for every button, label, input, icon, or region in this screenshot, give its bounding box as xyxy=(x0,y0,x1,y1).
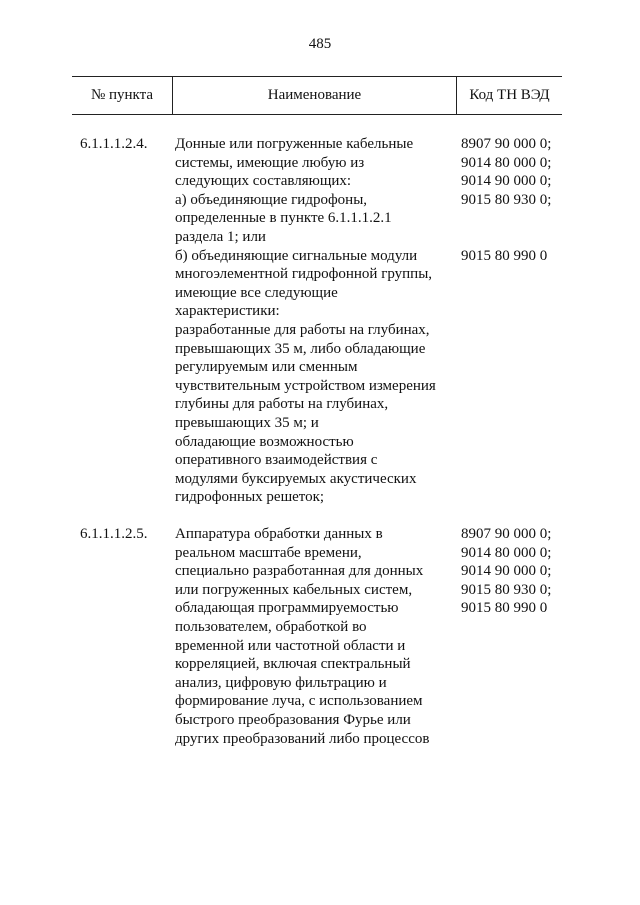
tnved-code: 8907 90 000 0; xyxy=(461,136,552,152)
tnved-code: 8907 90 000 0; xyxy=(461,526,552,542)
column-header-name: Наименование xyxy=(172,77,457,114)
description-line: анализ, цифровую фильтрацию и xyxy=(175,674,387,691)
tnved-code: 9015 80 930 0; xyxy=(461,191,552,208)
description-line: б) объединяющие сигнальные модули xyxy=(175,247,418,264)
tnved-code: 9015 80 990 0 xyxy=(461,247,548,264)
codes-group-a xyxy=(461,135,571,209)
description-line: регулируемым или сменным xyxy=(175,359,358,376)
description-line: обладающие возможностью xyxy=(175,433,354,450)
entry-description xyxy=(175,135,455,507)
entry-description xyxy=(175,525,455,748)
column-header-number: № пункта xyxy=(90,87,154,103)
description-line: гидрофонных решеток; xyxy=(175,489,325,506)
description-line: имеющие все следующие xyxy=(175,284,338,301)
description-line: Аппаратура обработки данных в xyxy=(175,526,383,542)
description-line: раздела 1; или xyxy=(175,228,266,245)
description-line: пользователем, обработкой во xyxy=(175,618,367,635)
codes-group xyxy=(461,525,571,618)
description-line: определенные в пункте 6.1.1.1.2.1 xyxy=(175,210,392,227)
tnved-code: 9015 80 990 0 xyxy=(461,600,548,617)
entry-number: 6.1.1.1.2.5. xyxy=(80,526,148,542)
description-line: Донные или погруженные кабельные xyxy=(175,136,414,152)
description-line: превышающих 35 м, либо обладающие xyxy=(175,340,426,357)
description-line: других преобразований либо процессов xyxy=(175,730,430,747)
description-line: превышающих 35 м; и xyxy=(175,414,319,431)
description-line: корреляцией, включая спектральный xyxy=(175,656,411,673)
description-line: следующих составляющих: xyxy=(175,173,352,190)
column-header-code: Код ТН ВЭД xyxy=(469,87,550,103)
description-line: быстрого преобразования Фурье или xyxy=(175,711,411,728)
tnved-code: 9015 80 930 0; xyxy=(461,581,552,598)
entry-number: 6.1.1.1.2.4. xyxy=(80,136,148,152)
description-line: оперативного взаимодействия с xyxy=(175,452,378,469)
description-line: временной или частотной области и xyxy=(175,637,406,654)
page-number: 485 xyxy=(308,36,332,52)
description-line: чувствительным устройством измерения xyxy=(175,377,436,394)
tnved-code: 9014 90 000 0; xyxy=(461,173,552,190)
description-line: глубины для работы на глубинах, xyxy=(175,396,389,413)
description-line: специально разработанная для донных xyxy=(175,563,424,580)
description-line: многоэлементной гидрофонной группы, xyxy=(175,266,433,283)
description-line: реальном масштабе времени, xyxy=(175,544,362,561)
description-line: формирование луча, с использованием xyxy=(175,693,423,710)
description-line: обладающая программируемостью xyxy=(175,600,399,617)
description-line: разработанные для работы на глубинах, xyxy=(175,321,430,338)
description-line: а) объединяющие гидрофоны, xyxy=(175,191,368,208)
description-line: системы, имеющие любую из xyxy=(175,154,365,171)
description-line: модулями буксируемых акустических xyxy=(175,470,417,487)
description-line: или погруженных кабельных систем, xyxy=(175,581,413,598)
tnved-code: 9014 80 000 0; xyxy=(461,154,552,171)
table-header xyxy=(72,76,562,115)
description-line: характеристики: xyxy=(175,303,280,320)
tnved-code: 9014 90 000 0; xyxy=(461,563,552,580)
tnved-code: 9014 80 000 0; xyxy=(461,544,552,561)
codes-group-b xyxy=(461,247,571,266)
